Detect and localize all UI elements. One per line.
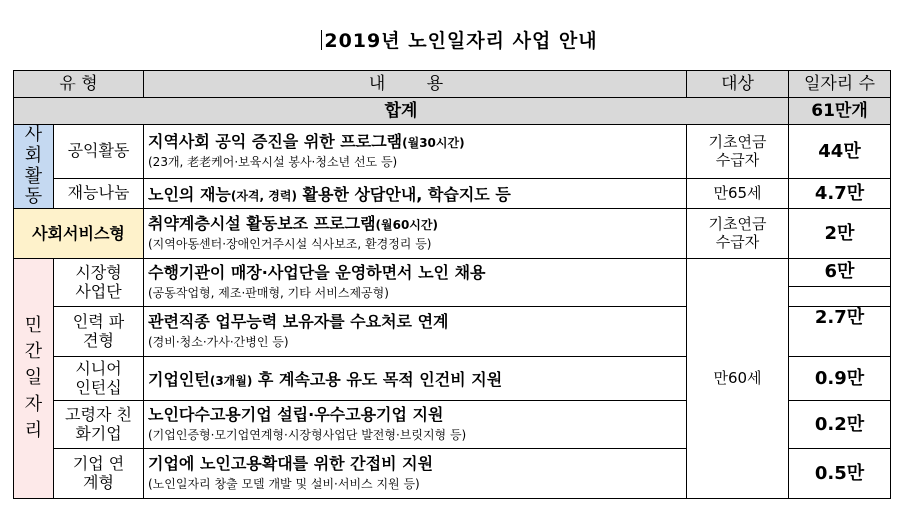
total-value: 61만개 <box>789 98 891 125</box>
jobs-cell: 6만 <box>789 259 891 307</box>
text-cursor <box>321 30 322 50</box>
subtype-cell: 시니어 인턴십 <box>54 357 144 401</box>
target-cell: 기초연금 수급자 <box>687 209 789 259</box>
content-cell: 기업에 노인고용확대를 위한 간접비 지원 (노인일자리 창출 모델 개발 및 설비·서비스 지원 등) <box>144 449 687 499</box>
header-jobs: 일자리 수 <box>789 71 891 98</box>
jobs-cell: 0.5만 <box>789 449 891 499</box>
page-title: 2019년 노인일자리 사업 안내 <box>0 26 919 53</box>
table-row <box>14 125 891 179</box>
target-cell: 만65세 <box>687 179 789 209</box>
subtype-cell: 공익활동 <box>54 125 144 179</box>
subtype-cell: 고령자 친화기업 <box>54 401 144 449</box>
job-program-table <box>13 70 891 499</box>
subtype-cell: 기업 연계형 <box>54 449 144 499</box>
table-row <box>14 259 891 307</box>
subtype-cell: 재능나눔 <box>54 179 144 209</box>
jobs-cell: 44만 <box>789 125 891 179</box>
target-cell: 기초연금 수급자 <box>687 125 789 179</box>
header-content: 내 용 <box>144 71 687 98</box>
subtype-cell: 인력 파견형 <box>54 307 144 357</box>
content-cell: 취약계층시설 활동보조 프로그램(월60시간) (지역아동센터·장애인거주시설 식사보조, 환경정리 등) <box>144 209 687 259</box>
jobs-cell: 4.7만 <box>789 179 891 209</box>
jobs-cell: 2.7만 <box>789 307 891 357</box>
header-target: 대상 <box>687 71 789 98</box>
target-cell: 만60세 <box>687 259 789 499</box>
table-header-row <box>14 71 891 98</box>
category-label: 사회활동 <box>24 124 43 208</box>
content-cell: 관련직종 업무능력 보유자를 수요처로 연계 (경비·청소·가사·간병인 등) <box>144 307 687 357</box>
jobs-cell: 2만 <box>789 209 891 259</box>
header-type: 유 형 <box>14 71 144 98</box>
category-private <box>14 259 54 499</box>
table-row <box>14 209 891 259</box>
subtype-cell: 시장형 사업단 <box>54 259 144 307</box>
category-social-service: 사회서비스형 <box>14 209 144 259</box>
jobs-cell: 0.9만 <box>789 357 891 401</box>
total-label: 합계 <box>14 98 789 125</box>
content-cell: 기업인턴(3개월) 후 계속고용 유도 목적 인건비 지원 <box>144 357 687 401</box>
content-cell: 노인의 재능(자격, 경력) 활용한 상담안내, 학습지도 등 <box>144 179 687 209</box>
category-social-activity <box>14 125 54 209</box>
content-cell: 노인다수고용기업 설립·우수고용기업 지원 (기업인증형·모기업연계형·시장형사업단 발전형·브릿지형 등) <box>144 401 687 449</box>
table-row <box>14 179 891 209</box>
total-row <box>14 98 891 125</box>
jobs-cell: 0.2만 <box>789 401 891 449</box>
content-cell: 지역사회 공익 증진을 위한 프로그램(월30시간) (23개, 老老케어·보육시설 봉사·청소년 선도 등) <box>144 125 687 179</box>
content-cell: 수행기관이 매장·사업단을 운영하면서 노인 채용 (공동작업형, 제조·판매형, 기타 서비스제공형) <box>144 259 687 307</box>
category-label: 민간일자리 <box>24 315 43 441</box>
